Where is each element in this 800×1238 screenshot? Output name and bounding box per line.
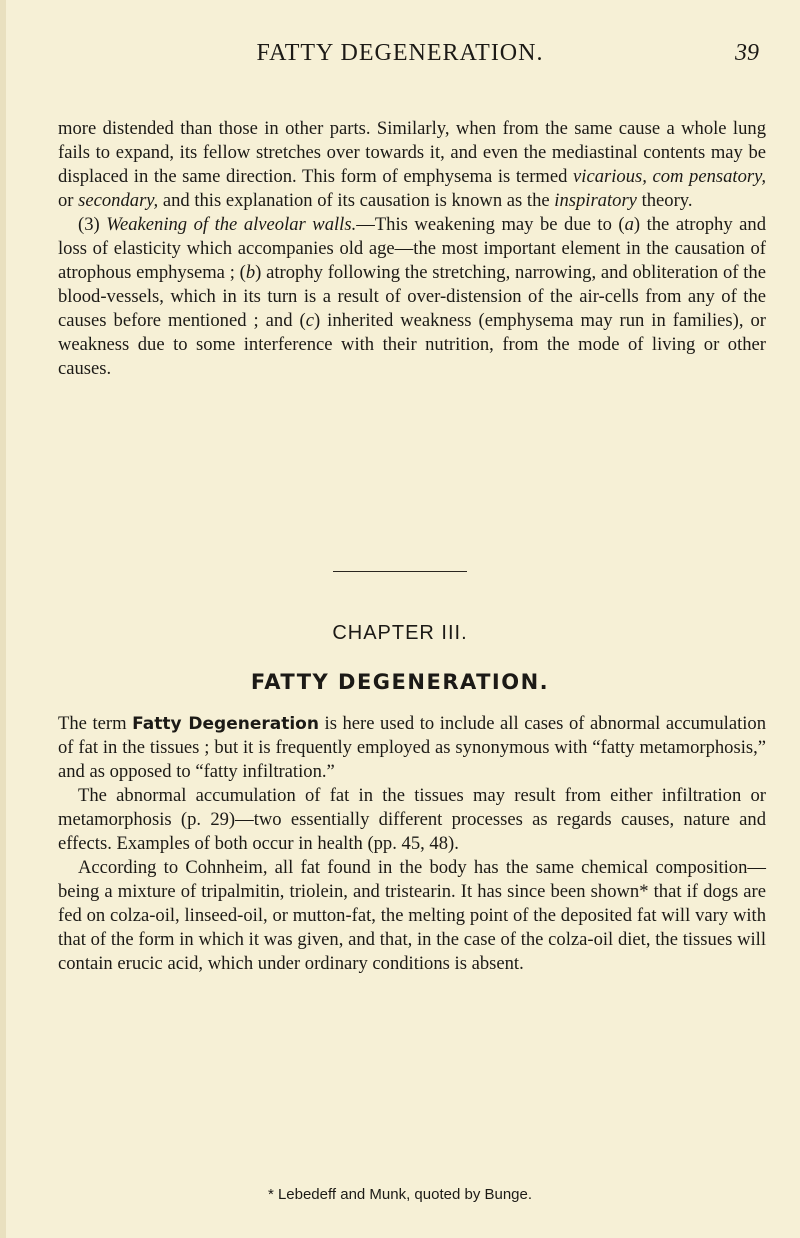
- top-text-block: [58, 117, 766, 381]
- paragraph-cohnheim: According to Cohnheim, all fat found in the body has the same chemical composition—being a mixture of tripalmitin, triolein, and tristearin. It has since been shown* that if dogs are fed on colza-oil, linseed-oil, or mutton-fat, the melting point of the deposited fat will vary with that of the form in which it was given, and that, in the case of the colza-oil diet, the tissues will contain erucic acid, which under ordinary conditions is absent.: [58, 857, 766, 974]
- paragraph-alveolar-walls: (3) Weakening of the alveolar walls.—This weakening may be due to (a) the atrophy and loss of elasticity which accompanies old age—the most important element in the causation of atrophous emphysema ; (b) atrophy following the stretching, narrowing, and obliteration of the blood-vessels, which in its turn is a result of over-distension of the air-cells from any of the causes before mentioned ; and (c) inherited weakness (emphysema may run in families), or weakness due to some interference with their nutrition, from the mode of living or other causes.: [58, 214, 766, 379]
- bold-term: Fatty Degeneration: [132, 714, 319, 734]
- paragraph-emphysema-vicarious: more distended than those in other parts. Similarly, when from the same cause a whole lung fails to expand, its fellow stretches over towards it, and even the mediastinal contents may be displaced in the same direction. This form of emphysema is termed vicarious, com pensatory, or secondary, and this explanation of its causation is known as the inspiratory theory.: [58, 118, 767, 211]
- paragraph-infiltration: The abnormal accumulation of fat in the tissues may result from either infiltration or metamorphosis (p. 29)—two essentially different processes as regards causes, nature and effects. Examples of both occur in health (pp. 45, 48).: [58, 785, 766, 854]
- running-head: FATTY DEGENERATION.: [256, 40, 544, 66]
- page-number: 39: [735, 40, 759, 66]
- chapter-title: FATTY DEGENERATION.: [250, 670, 550, 694]
- footnote: * Lebedeff and Munk, quoted by Bunge.: [267, 1186, 533, 1203]
- chapter-label: CHAPTER III.: [332, 622, 468, 644]
- page-edge: [0, 0, 6, 1238]
- bottom-text-block: [58, 712, 766, 976]
- paragraph-term-definition: The term Fatty Degeneration is here used to include all cases of abnormal accumulation of fat in the tissues ; but it is frequently employed as synonymous with “fatty metamorphosis,” and as opposed to “fatty infiltration.”: [58, 713, 766, 782]
- section-divider: [333, 571, 467, 572]
